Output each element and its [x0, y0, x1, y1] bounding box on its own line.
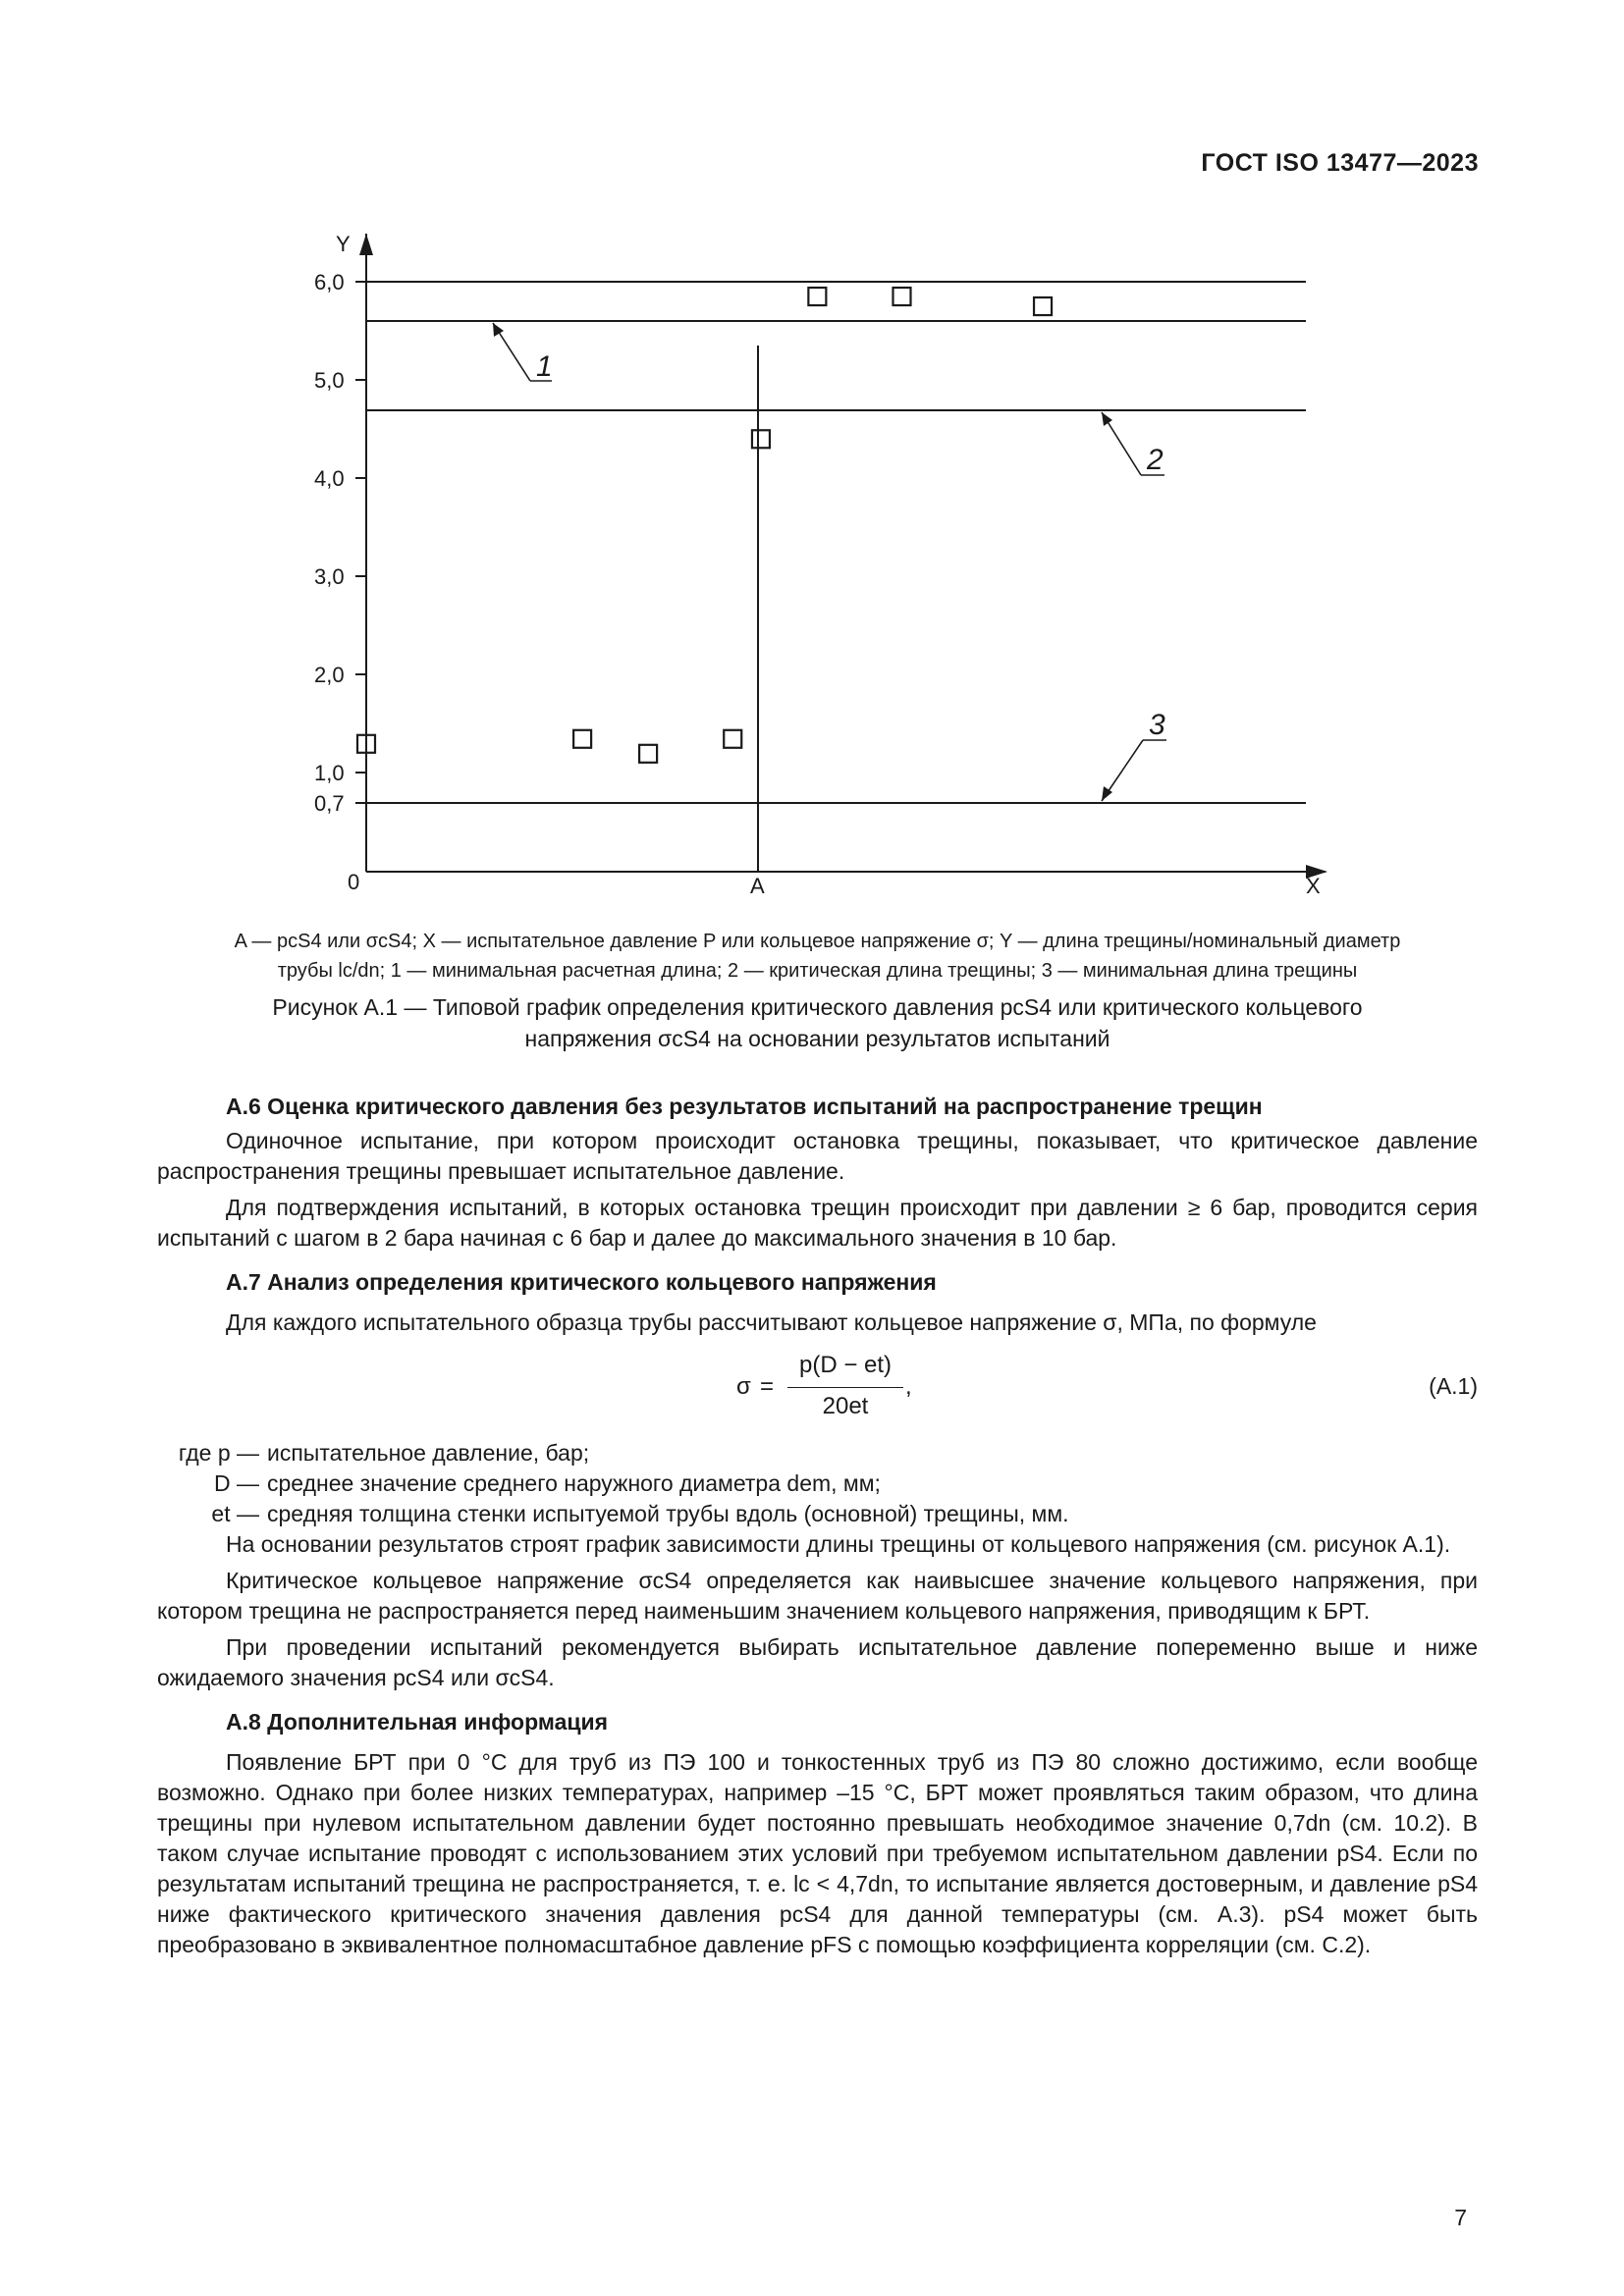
- data-point-square: [1034, 297, 1052, 315]
- figure-a1: [295, 216, 1355, 903]
- formula-lhs: σ: [736, 1373, 751, 1400]
- formula-fraction-bar: [787, 1387, 903, 1388]
- where-list: [157, 1438, 1478, 1529]
- data-point-square: [724, 730, 741, 748]
- formula-denominator: 20et: [822, 1393, 869, 1419]
- y-tick-5: [314, 368, 366, 393]
- legend-line-1: A — pcS4 или σcS4; X — испытательное давление P или кольцевое напряжение σ; Y — длина трещины/номинальный диаметр: [234, 931, 1401, 952]
- section-a7-paragraph-1: Для каждого испытательного образца трубы рассчитывают кольцевое напряжение σ, МПа, по формуле: [226, 1309, 1317, 1335]
- y-tick-2: [314, 663, 366, 687]
- data-point-square: [573, 730, 591, 748]
- y-axis-arrow: [359, 234, 373, 255]
- y-tick-label: 5,0: [314, 368, 345, 393]
- y-tick-07: [314, 791, 366, 816]
- body-text: [157, 1092, 1478, 1960]
- where-symbol: D —: [214, 1470, 259, 1496]
- formula-comma: ,: [905, 1373, 912, 1400]
- formula-number: (А.1): [1429, 1373, 1478, 1399]
- y-tick-label: 3,0: [314, 564, 345, 589]
- line-label-3: 3: [1149, 709, 1165, 741]
- y-tick-label: 2,0: [314, 663, 345, 687]
- where-description: испытательное давление, бар;: [267, 1440, 590, 1466]
- x-axis-label: X: [1306, 874, 1321, 898]
- where-symbol: где p —: [178, 1440, 259, 1466]
- data-points: [357, 288, 1052, 763]
- section-a8-heading: А.8 Дополнительная информация: [226, 1709, 609, 1735]
- y-tick-1: [314, 761, 366, 785]
- section-a7-paragraph-2: На основании результатов строят график зависимости длины трещины от кольцевого напряжения (см. рисунок А.1).: [226, 1531, 1451, 1557]
- where-item: [157, 1468, 1478, 1499]
- section-a6-heading: А.6 Оценка критического давления без результатов испытаний на распространение трещин: [226, 1094, 1263, 1119]
- page-number: 7: [1454, 2205, 1467, 2230]
- leader-3: [1102, 709, 1166, 801]
- data-point-square: [639, 745, 657, 763]
- formula-a1: [157, 1346, 1478, 1428]
- line-label-2: 2: [1147, 444, 1164, 476]
- y-tick-3: [314, 564, 366, 589]
- where-symbol: et —: [211, 1501, 259, 1526]
- caption-line-1: Рисунок А.1 — Типовой график определения критического давления pcS4 или критического кольцевого: [272, 994, 1363, 1020]
- section-a8-paragraph-1: Появление БРТ при 0 °С для труб из ПЭ 100 и тонкостенных труб из ПЭ 80 сложно достижимо, если вообще возможно. Однако при более низких температурах, например –15 °С, БРТ может проявляться таким образом, что длина трещины при нулевом испытательном давлении будет постоянно превышать необходимое значение 0,7dn (см. 10.2). В таком случае испытание проводят с использованием этих условий при требуемом испытательном давлении pS4. Если по результатам испытаний трещина не распространяется, т. е. lc < 4,7dn, то испытание является достоверным, и давление pS4 ниже фактического критического значения давления pcS4 для данной температуры (см. А.3). pS4 может быть преобразовано в эквивалентное полномасштабное давление pFS с помощью коэффициента корреляции (см. С.2).: [157, 1749, 1478, 1957]
- y-tick-label: 1,0: [314, 761, 345, 785]
- leader-1: [493, 323, 553, 383]
- y-tick-label: 0,7: [314, 791, 345, 816]
- leader-2: [1102, 412, 1164, 476]
- crack-length-chart: [295, 216, 1355, 903]
- where-item: [157, 1499, 1478, 1529]
- section-a7-heading: А.7 Анализ определения критического кольцевого напряжения: [226, 1269, 937, 1295]
- section-a7-paragraph-3: Критическое кольцевое напряжение σcS4 определяется как наивысшее значение кольцевого напряжения, при котором трещина не распространяется перед наименьшим значением кольцевого напряжения, приводящим к БРТ.: [157, 1568, 1478, 1624]
- data-point-square: [893, 288, 910, 305]
- where-item: [157, 1438, 1478, 1468]
- line-label-1: 1: [536, 350, 553, 383]
- page-header: ГОСТ ISO 13477—2023: [1201, 149, 1479, 177]
- y-tick-4: [314, 466, 366, 491]
- formula-equals: =: [760, 1373, 775, 1400]
- a-label: A: [750, 874, 765, 898]
- figure-caption: [157, 991, 1478, 1054]
- data-point-square: [752, 430, 770, 448]
- figure-legend: [157, 927, 1478, 986]
- caption-line-2: напряжения σcS4 на основании результатов испытаний: [524, 1026, 1110, 1051]
- legend-line-2: трубы lc/dn; 1 — минимальная расчетная длина; 2 — критическая длина трещины; 3 — минимальная длина трещины: [277, 960, 1358, 982]
- y-axis-label: Y: [336, 232, 351, 256]
- section-a6-paragraph-2: Для подтверждения испытаний, в которых остановка трещин происходит при давлении ≥ 6 бар, проводится серия испытаний с шагом в 2 бара начиная с 6 бар и далее до максимального значения в 10 бар.: [157, 1195, 1478, 1251]
- y-tick-label: 4,0: [314, 466, 345, 491]
- origin-label: 0: [348, 870, 360, 894]
- formula-numerator: p(D − et): [798, 1352, 893, 1378]
- data-point-square: [808, 288, 826, 305]
- y-tick-label: 6,0: [314, 270, 345, 294]
- section-a7-paragraph-4: При проведении испытаний рекомендуется выбирать испытательное давление попеременно выше и ниже ожидаемого значения pcS4 или σcS4.: [157, 1634, 1478, 1690]
- y-tick-6: [314, 270, 366, 294]
- where-description: средняя толщина стенки испытуемой трубы вдоль (основной) трещины, мм.: [267, 1501, 1069, 1526]
- section-a6-paragraph-1: Одиночное испытание, при котором происходит остановка трещины, показывает, что критическое давление распространения трещины превышает испытательное давление.: [157, 1128, 1478, 1184]
- where-description: среднее значение среднего наружного диаметра dem, мм;: [267, 1470, 881, 1496]
